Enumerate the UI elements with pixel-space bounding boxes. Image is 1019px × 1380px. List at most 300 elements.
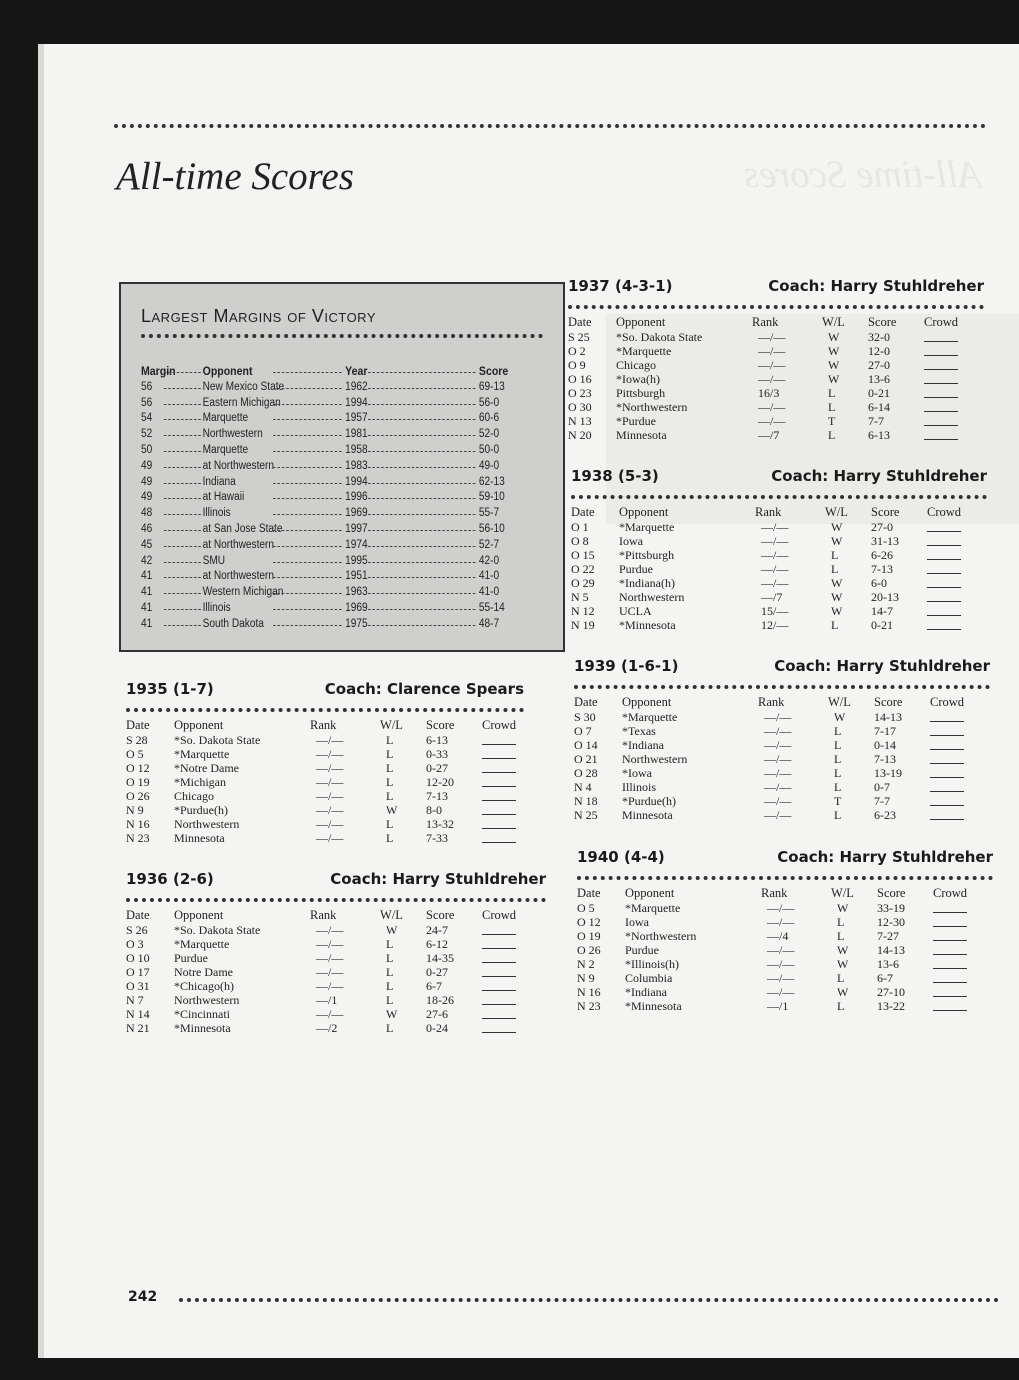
leader-dashes	[273, 498, 342, 499]
crowd-blank	[933, 968, 967, 969]
crowd-blank	[482, 744, 516, 745]
game-date: O 30	[568, 400, 592, 414]
game-date: N 19	[571, 618, 595, 632]
game-opponent: Notre Dame	[174, 965, 233, 979]
margins-row	[141, 569, 511, 585]
game-rank: 12/—	[761, 618, 789, 632]
game-score: 7-27	[877, 929, 899, 943]
year: 1958	[345, 443, 368, 456]
col-score: Score	[868, 315, 897, 329]
game-row	[568, 386, 984, 400]
game-date: O 31	[126, 979, 150, 993]
game-row	[568, 428, 984, 442]
column-headers	[577, 886, 993, 901]
crowd-blank	[930, 805, 964, 806]
margin-value: 48	[141, 507, 153, 520]
crowd-blank	[482, 800, 516, 801]
game-date: N 7	[126, 993, 144, 1007]
crowd-blank	[924, 355, 958, 356]
game-opponent: UCLA	[619, 604, 652, 618]
leader-dashes	[368, 467, 475, 468]
game-score: 31-13	[871, 534, 899, 548]
game-rank: —/—	[316, 965, 344, 979]
game-row	[568, 358, 984, 372]
game-date: O 19	[126, 775, 150, 789]
game-score: 6-23	[874, 808, 896, 822]
leader-dashes	[368, 546, 475, 547]
season-header	[577, 848, 993, 870]
col-date: Date	[126, 718, 150, 732]
game-rank: —/—	[764, 724, 792, 738]
leader-dashes	[164, 483, 201, 484]
game-rank: —/1	[767, 999, 789, 1013]
header-2: Year	[345, 364, 368, 378]
game-row	[568, 372, 984, 386]
opponent: Illinois	[202, 507, 231, 520]
season-1938	[571, 467, 987, 632]
game-result: L	[834, 738, 842, 752]
game-result: L	[386, 951, 394, 965]
game-row	[577, 943, 993, 957]
year: 1969	[345, 507, 368, 520]
game-rank: —/—	[767, 971, 795, 985]
season-dotted-rule	[577, 876, 993, 880]
leader-dashes	[368, 530, 475, 531]
game-row	[574, 766, 990, 780]
game-opponent: Pittsburgh	[616, 386, 666, 400]
margins-row	[141, 459, 511, 475]
leader-dashes	[164, 404, 201, 405]
leader-dashes	[164, 372, 201, 373]
game-score: 27-10	[877, 985, 905, 999]
margin-value: 56	[141, 380, 153, 393]
opponent: at San Jose State	[202, 522, 283, 535]
header-0: Margin	[141, 364, 176, 378]
score: 69-13	[478, 380, 505, 393]
game-row	[126, 965, 546, 979]
game-opponent: Iowa	[619, 534, 643, 548]
margins-row	[141, 538, 511, 554]
score: 50-0	[478, 443, 500, 456]
game-result: W	[831, 604, 843, 618]
game-score: 7-7	[868, 414, 884, 428]
top-dotted-rule	[114, 124, 986, 128]
game-score: 0-14	[874, 738, 896, 752]
game-date: O 12	[577, 915, 601, 929]
leader-dashes	[164, 388, 201, 389]
leader-dashes	[273, 372, 342, 373]
game-row	[126, 747, 524, 761]
game-row	[126, 1021, 546, 1035]
game-rank: 15/—	[761, 604, 789, 618]
game-row	[126, 761, 524, 775]
game-rank: —/—	[764, 808, 792, 822]
game-rank: —/—	[764, 794, 792, 808]
game-date: N 9	[577, 971, 595, 985]
opponent: Marquette	[202, 443, 249, 456]
game-score: 0-21	[871, 618, 893, 632]
game-rank: —/—	[758, 372, 786, 386]
game-score: 14-35	[426, 951, 454, 965]
game-score: 6-0	[871, 576, 887, 590]
game-date: O 10	[126, 951, 150, 965]
crowd-blank	[482, 758, 516, 759]
game-row	[571, 534, 987, 548]
game-date: O 12	[126, 761, 150, 775]
game-rank: —/—	[758, 358, 786, 372]
crowd-blank	[924, 425, 958, 426]
crowd-blank	[930, 777, 964, 778]
game-score: 13-22	[877, 999, 905, 1013]
crowd-blank	[482, 1004, 516, 1005]
score: 42-0	[478, 554, 500, 567]
margins-row	[141, 396, 511, 412]
game-result: W	[834, 710, 846, 724]
leader-dashes	[164, 419, 201, 420]
score: 59-10	[478, 491, 505, 504]
game-result: L	[386, 761, 394, 775]
opponent: at Hawaii	[202, 491, 245, 504]
game-result: L	[837, 929, 845, 943]
leader-dashes	[164, 562, 201, 563]
game-row	[577, 999, 993, 1013]
game-row	[126, 951, 546, 965]
margin-value: 49	[141, 491, 153, 504]
game-row	[568, 414, 984, 428]
game-date: O 17	[126, 965, 150, 979]
leader-dashes	[368, 404, 475, 405]
crowd-blank	[482, 814, 516, 815]
game-date: N 23	[126, 831, 150, 845]
game-score: 6-13	[426, 733, 448, 747]
game-date: N 18	[574, 794, 598, 808]
season-header	[574, 657, 990, 679]
game-rank: —/—	[316, 817, 344, 831]
season-coach: Coach: Clarence Spears	[324, 680, 524, 698]
game-rank: —/7	[758, 428, 780, 442]
game-row	[571, 618, 987, 632]
margin-value: 49	[141, 475, 153, 488]
year: 1981	[345, 428, 368, 441]
leader-dashes	[273, 483, 342, 484]
margin-value: 45	[141, 538, 153, 551]
game-date: O 9	[568, 358, 586, 372]
crowd-blank	[930, 791, 964, 792]
game-result: L	[837, 971, 845, 985]
game-result: L	[386, 965, 394, 979]
game-opponent: Iowa	[625, 915, 649, 929]
col-wl: W/L	[380, 718, 403, 732]
game-score: 27-6	[426, 1007, 448, 1021]
col-opponent: Opponent	[174, 908, 224, 922]
game-result: W	[386, 1007, 398, 1021]
game-opponent: *So. Dakota State	[174, 733, 261, 747]
season-1936	[126, 870, 546, 1035]
game-opponent: *Purdue(h)	[174, 803, 228, 817]
column-headers	[126, 908, 546, 923]
crowd-blank	[930, 763, 964, 764]
col-wl: W/L	[380, 908, 403, 922]
game-result: L	[834, 752, 842, 766]
season-coach: Coach: Harry Stuhldreher	[768, 277, 984, 295]
game-row	[568, 400, 984, 414]
col-date: Date	[568, 315, 592, 329]
game-opponent: *Northwestern	[616, 400, 688, 414]
game-result: W	[837, 957, 849, 971]
opponent: at Northwestern	[202, 538, 275, 551]
game-rank: —/—	[316, 1007, 344, 1021]
game-opponent: Purdue	[625, 943, 659, 957]
year: 1994	[345, 475, 368, 488]
game-opponent: *Indiana(h)	[619, 576, 675, 590]
game-opponent: Northwestern	[174, 817, 240, 831]
game-result: L	[386, 979, 394, 993]
season-header	[568, 277, 984, 299]
game-opponent: *Minnesota	[174, 1021, 231, 1035]
game-date: O 28	[574, 766, 598, 780]
col-crowd: Crowd	[927, 505, 962, 519]
season-record: 1935 (1-7)	[126, 680, 214, 698]
year: 1963	[345, 586, 368, 599]
leader-dashes	[368, 593, 475, 594]
game-rank: —/—	[764, 710, 792, 724]
crowd-blank	[927, 545, 961, 546]
game-date: O 1	[571, 520, 589, 534]
game-opponent: *Texas	[622, 724, 656, 738]
game-score: 0-27	[426, 761, 448, 775]
game-result: L	[837, 999, 845, 1013]
game-rank: —/—	[764, 738, 792, 752]
leader-dashes	[164, 435, 201, 436]
margins-row	[141, 380, 511, 396]
season-dotted-rule	[126, 898, 546, 902]
game-date: N 14	[126, 1007, 150, 1021]
game-opponent: *Marquette	[174, 747, 230, 761]
game-score: 0-33	[426, 747, 448, 761]
largest-margins-box	[119, 282, 565, 652]
column-headers	[571, 505, 987, 520]
game-result: T	[834, 794, 842, 808]
game-score: 0-24	[426, 1021, 448, 1035]
game-opponent: *Minnesota	[619, 618, 676, 632]
game-opponent: *Marquette	[616, 344, 672, 358]
margins-row	[141, 601, 511, 617]
leader-dashes	[368, 562, 475, 563]
game-rank: —/—	[767, 957, 795, 971]
leader-dashes	[368, 372, 475, 373]
game-date: S 26	[126, 923, 148, 937]
col-opponent: Opponent	[625, 886, 675, 900]
page-number: 242	[128, 1289, 158, 1305]
game-score: 6-26	[871, 548, 893, 562]
game-score: 6-13	[868, 428, 890, 442]
opponent: Illinois	[202, 601, 231, 614]
col-date: Date	[577, 886, 601, 900]
game-score: 7-7	[874, 794, 890, 808]
game-row	[577, 971, 993, 985]
leader-dashes	[273, 625, 342, 626]
leader-dashes	[368, 388, 475, 389]
crowd-blank	[482, 772, 516, 773]
game-opponent: Northwestern	[174, 993, 240, 1007]
season-coach: Coach: Harry Stuhldreher	[771, 467, 987, 485]
game-rank: —/—	[764, 752, 792, 766]
game-rank: —/—	[761, 534, 789, 548]
crowd-blank	[930, 735, 964, 736]
season-dotted-rule	[126, 708, 524, 712]
game-rank: 16/3	[758, 386, 780, 400]
game-score: 14-13	[877, 943, 905, 957]
col-opponent: Opponent	[616, 315, 666, 329]
season-1935	[126, 680, 524, 845]
game-date: N 21	[126, 1021, 150, 1035]
leader-dashes	[164, 593, 201, 594]
leader-dashes	[164, 546, 201, 547]
leader-dashes	[164, 467, 201, 468]
game-date: O 22	[571, 562, 595, 576]
game-date: N 13	[568, 414, 592, 428]
game-opponent: Minnesota	[174, 831, 225, 845]
game-score: 7-17	[874, 724, 896, 738]
game-opponent: Northwestern	[619, 590, 685, 604]
game-result: L	[837, 915, 845, 929]
game-date: O 5	[577, 901, 595, 915]
game-rank: —/—	[316, 937, 344, 951]
game-score: 6-12	[426, 937, 448, 951]
leader-dashes	[164, 530, 201, 531]
game-rank: —/—	[767, 985, 795, 999]
col-opponent: Opponent	[174, 718, 224, 732]
game-result: L	[834, 766, 842, 780]
game-rank: —/—	[316, 831, 344, 845]
crowd-blank	[482, 1032, 516, 1033]
game-row	[574, 780, 990, 794]
season-record: 1940 (4-4)	[577, 848, 665, 866]
game-score: 13-6	[877, 957, 899, 971]
game-result: L	[386, 937, 394, 951]
game-row	[571, 590, 987, 604]
year: 1969	[345, 601, 368, 614]
season-coach: Coach: Harry Stuhldreher	[330, 870, 546, 888]
col-wl: W/L	[831, 886, 854, 900]
margins-row	[141, 585, 511, 601]
crowd-blank	[930, 721, 964, 722]
crowd-blank	[933, 954, 967, 955]
game-rank: —/—	[316, 979, 344, 993]
crowd-blank	[924, 369, 958, 370]
year: 1997	[345, 522, 368, 535]
game-score: 7-13	[871, 562, 893, 576]
game-rank: —/—	[761, 548, 789, 562]
margin-value: 41	[141, 601, 153, 614]
game-date: O 23	[568, 386, 592, 400]
game-row	[126, 733, 524, 747]
crowd-blank	[924, 397, 958, 398]
game-opponent: Illinois	[622, 780, 657, 794]
col-rank: Rank	[761, 886, 788, 900]
leader-dashes	[164, 514, 201, 515]
leader-dashes	[368, 625, 475, 626]
game-rank: —/—	[316, 775, 344, 789]
game-result: L	[386, 775, 394, 789]
game-rank: —/—	[316, 803, 344, 817]
year: 1995	[345, 554, 368, 567]
crowd-blank	[933, 912, 967, 913]
game-row	[126, 803, 524, 817]
game-opponent: *Northwestern	[625, 929, 697, 943]
column-headers	[126, 718, 524, 733]
game-opponent: *Indiana	[625, 985, 667, 999]
game-date: N 25	[574, 808, 598, 822]
game-date: O 26	[577, 943, 601, 957]
game-date: N 12	[571, 604, 595, 618]
game-rank: —/—	[316, 747, 344, 761]
opponent: Western Michigan	[202, 586, 284, 599]
col-crowd: Crowd	[933, 886, 968, 900]
game-rank: —/—	[761, 576, 789, 590]
leader-dashes	[273, 577, 342, 578]
col-rank: Rank	[752, 315, 779, 329]
game-rank: —/—	[316, 733, 344, 747]
game-result: L	[828, 386, 836, 400]
col-rank: Rank	[310, 718, 337, 732]
game-opponent: *Notre Dame	[174, 761, 239, 775]
game-rank: —/—	[767, 915, 795, 929]
game-rank: —/—	[316, 789, 344, 803]
season-coach: Coach: Harry Stuhldreher	[774, 657, 990, 675]
score: 60-6	[478, 412, 500, 425]
game-date: O 2	[568, 344, 586, 358]
game-row	[577, 929, 993, 943]
leader-dashes	[164, 451, 201, 452]
opponent: at Northwestern	[202, 459, 275, 472]
game-result: L	[386, 789, 394, 803]
crowd-blank	[933, 982, 967, 983]
crowd-blank	[482, 1018, 516, 1019]
col-crowd: Crowd	[482, 718, 517, 732]
game-date: N 4	[574, 780, 592, 794]
game-opponent: Minnesota	[622, 808, 673, 822]
crowd-blank	[927, 601, 961, 602]
game-rank: —/—	[316, 951, 344, 965]
game-score: 6-7	[877, 971, 893, 985]
game-result: L	[386, 993, 394, 1007]
game-date: O 7	[574, 724, 592, 738]
year: 1983	[345, 459, 368, 472]
game-result: W	[837, 943, 849, 957]
crowd-blank	[924, 383, 958, 384]
game-result: T	[828, 414, 836, 428]
game-date: O 26	[126, 789, 150, 803]
game-result: W	[831, 534, 843, 548]
margins-row	[141, 490, 511, 506]
col-wl: W/L	[828, 695, 851, 709]
game-score: 33-19	[877, 901, 905, 915]
season-1940	[577, 848, 993, 1013]
game-result: W	[386, 923, 398, 937]
leader-dashes	[273, 388, 342, 389]
crowd-blank	[933, 1010, 967, 1011]
game-score: 6-14	[868, 400, 890, 414]
crowd-blank	[927, 615, 961, 616]
margin-value: 41	[141, 570, 153, 583]
game-score: 14-13	[874, 710, 902, 724]
game-row	[126, 1007, 546, 1021]
game-rank: —/4	[767, 929, 789, 943]
margin-value: 52	[141, 428, 153, 441]
game-rank: —/—	[758, 400, 786, 414]
header-1: Opponent	[202, 364, 253, 378]
